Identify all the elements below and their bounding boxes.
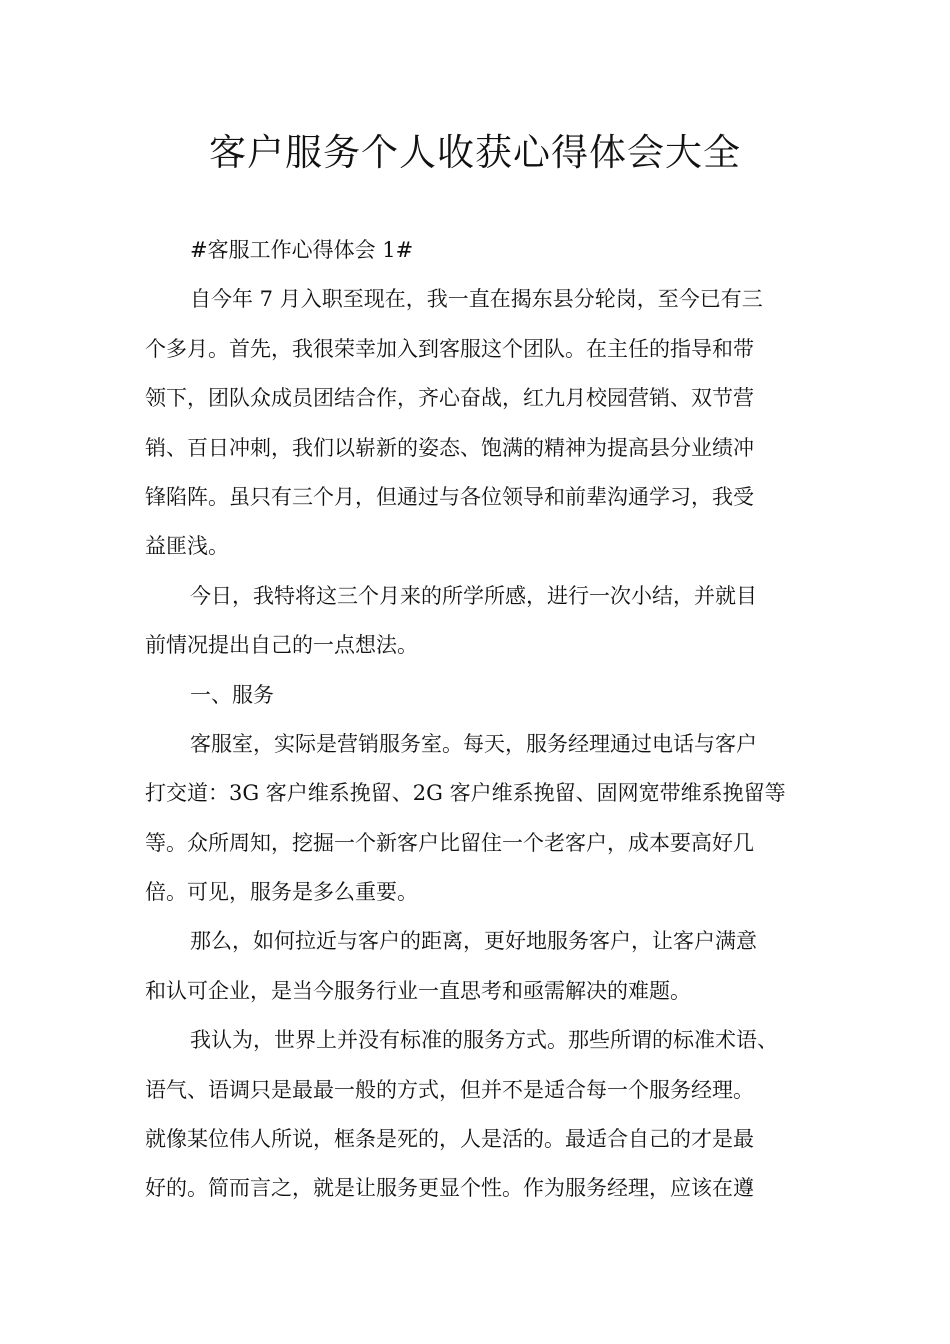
text-line: 那么，如何拉近与客户的距离，更好地服务客户，让客户满意 xyxy=(190,929,757,954)
text-line: 益匪浅。 xyxy=(145,534,229,559)
text-line: 领下，团队众成员团结合作，齐心奋战，红九月校园营销、双节营 xyxy=(145,386,754,411)
text-line: 自今年 7 月入职至现在，我一直在揭东县分轮岗，至今已有三 xyxy=(190,287,763,312)
text-line: 销、百日冲刺，我们以崭新的姿态、饱满的精神为提高县分业绩冲 xyxy=(145,435,754,460)
text-line: 等。众所周知，挖掘一个新客户比留住一个老客户，成本要高好几 xyxy=(145,830,754,855)
text-line: 语气、语调只是最最一般的方式，但并不是适合每一个服务经理。 xyxy=(145,1077,754,1102)
text-line: 个多月。首先，我很荣幸加入到客服这个团队。在主任的指导和带 xyxy=(145,336,754,361)
text-line: 客服室，实际是营销服务室。每天，服务经理通过电话与客户 xyxy=(190,731,757,756)
text-line: 和认可企业，是当今服务行业一直思考和亟需解决的难题。 xyxy=(145,978,691,1003)
text-line: 前情况提出自己的一点想法。 xyxy=(145,633,418,658)
text-line: #客服工作心得体会 1# xyxy=(190,238,414,262)
text-line: 今日，我特将这三个月来的所学所感，进行一次小结，并就目 xyxy=(190,583,757,608)
document-title: 客户服务个人收获心得体会大全 xyxy=(209,131,741,174)
text-line: 一、服务 xyxy=(190,682,274,707)
document-body xyxy=(145,226,813,1214)
text-line: 我认为，世界上并没有标准的服务方式。那些所谓的标准术语、 xyxy=(190,1028,778,1053)
text-line: 好的。简而言之，就是让服务更显个性。作为服务经理，应该在遵 xyxy=(145,1176,754,1201)
text-line: 锋陷阵。虽只有三个月，但通过与各位领导和前辈沟通学习，我受 xyxy=(145,484,754,509)
text-line: 打交道：3G 客户维系挽留、2G 客户维系挽留、固网宽带维系挽留等 xyxy=(145,781,786,806)
text-line: 倍。可见，服务是多么重要。 xyxy=(145,880,418,905)
text-line: 就像某位伟人所说，框条是死的，人是活的。最适合自己的才是最 xyxy=(145,1127,754,1152)
